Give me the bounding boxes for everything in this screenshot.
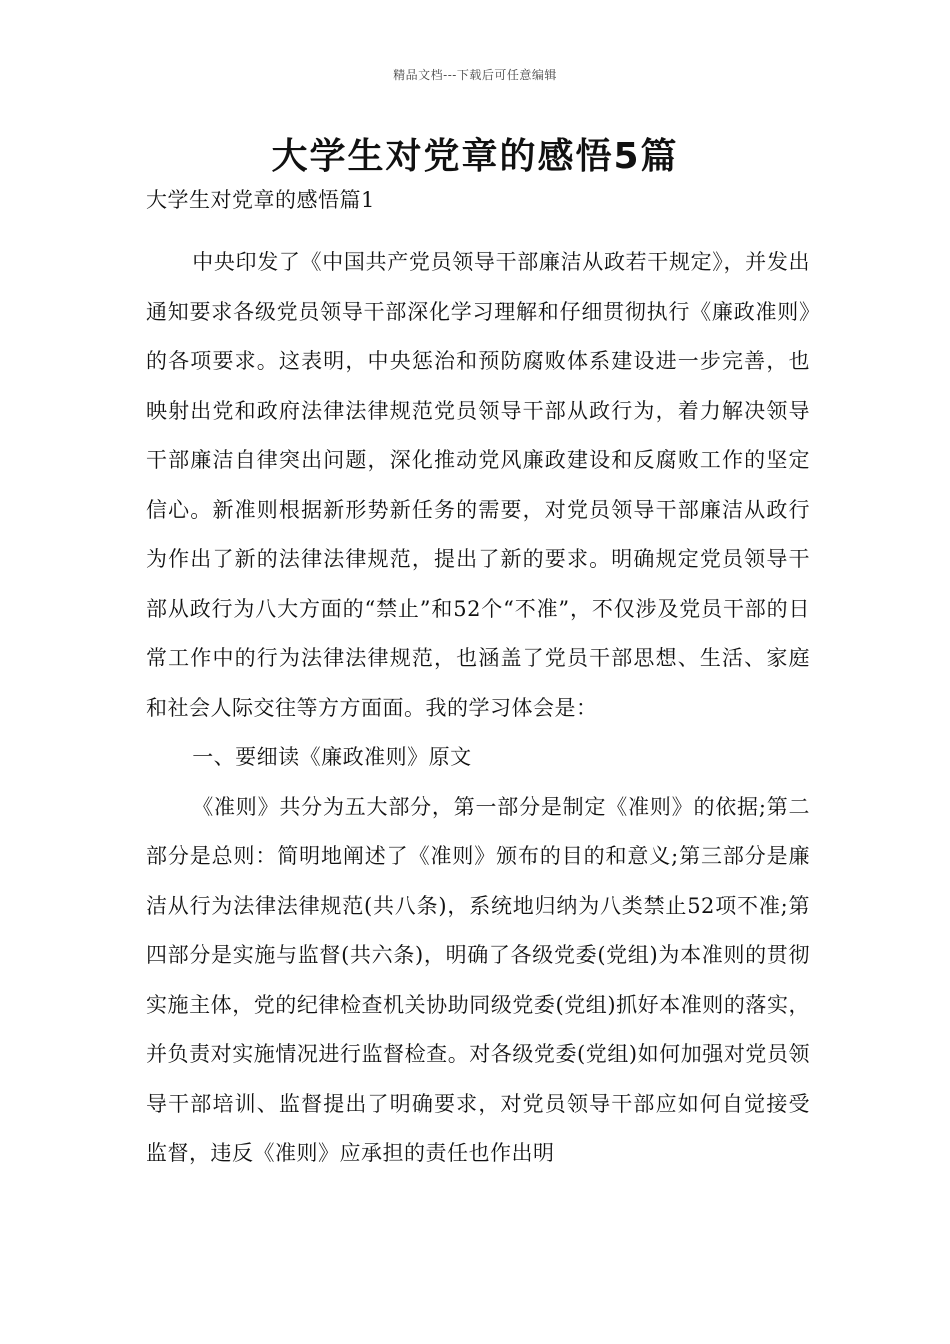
paragraph-intro: 中央印发了《中国共产党员领导干部廉洁从政若干规定》，并发出通知要求各级党员领导干部深化学习理解和仔细贯彻执行《廉政准则》的各项要求。这表明，中央惩治和预防腐败体系建设进一步完善，也映射出党和政府法律法律规范党员领导干部从政行为，着力解决领导干部廉洁自律突出问题，深化推动党风廉政建设和反腐败工作的坚定信心。新准则根据新形势新任务的需要，对党员领导干部廉洁从政行为作出了新的法律法律规范，提出了新的要求。明确规定党员领导干部从政行为八大方面的“禁止”和52个“不准”，不仅涉及党员干部的日常工作中的行为法律法律规范，也涵盖了党员干部思想、生活、家庭和社会人际交往等方方面面。我的学习体会是： (146, 250, 810, 720)
header-note: 精品文档---下载后可任意编辑 (393, 68, 557, 82)
paragraph-structure: 《准则》共分为五大部分，第一部分是制定《准则》的依据;第二部分是总则：简明地阐述了《准则》颁布的目的和意义;第三部分是廉洁从行为法律法律规范(共八条)，系统地归纳为八类禁止52项不准;第四部分是实施与监督(共六条)，明确了各级党委(党组)为本准则的贯彻实施主体，党的纪律检查机关协助同级党委(党组)抓好本准则的落实，并负责对实施情况进行监督检查。对各级党委(党组)如何加强对党员领导干部培训、监督提出了明确要求，对党员领导干部应如何自觉接受监督，违反《准则》应承担的责任也作出明 (146, 794, 810, 1165)
section-heading: 大学生对党章的感悟篇1 (146, 188, 375, 212)
document-title: 大学生对党章的感悟5篇 (271, 136, 679, 177)
subheading-read-original: 一、要细读《廉政准则》原文 (192, 745, 472, 769)
document-body (146, 184, 810, 1179)
